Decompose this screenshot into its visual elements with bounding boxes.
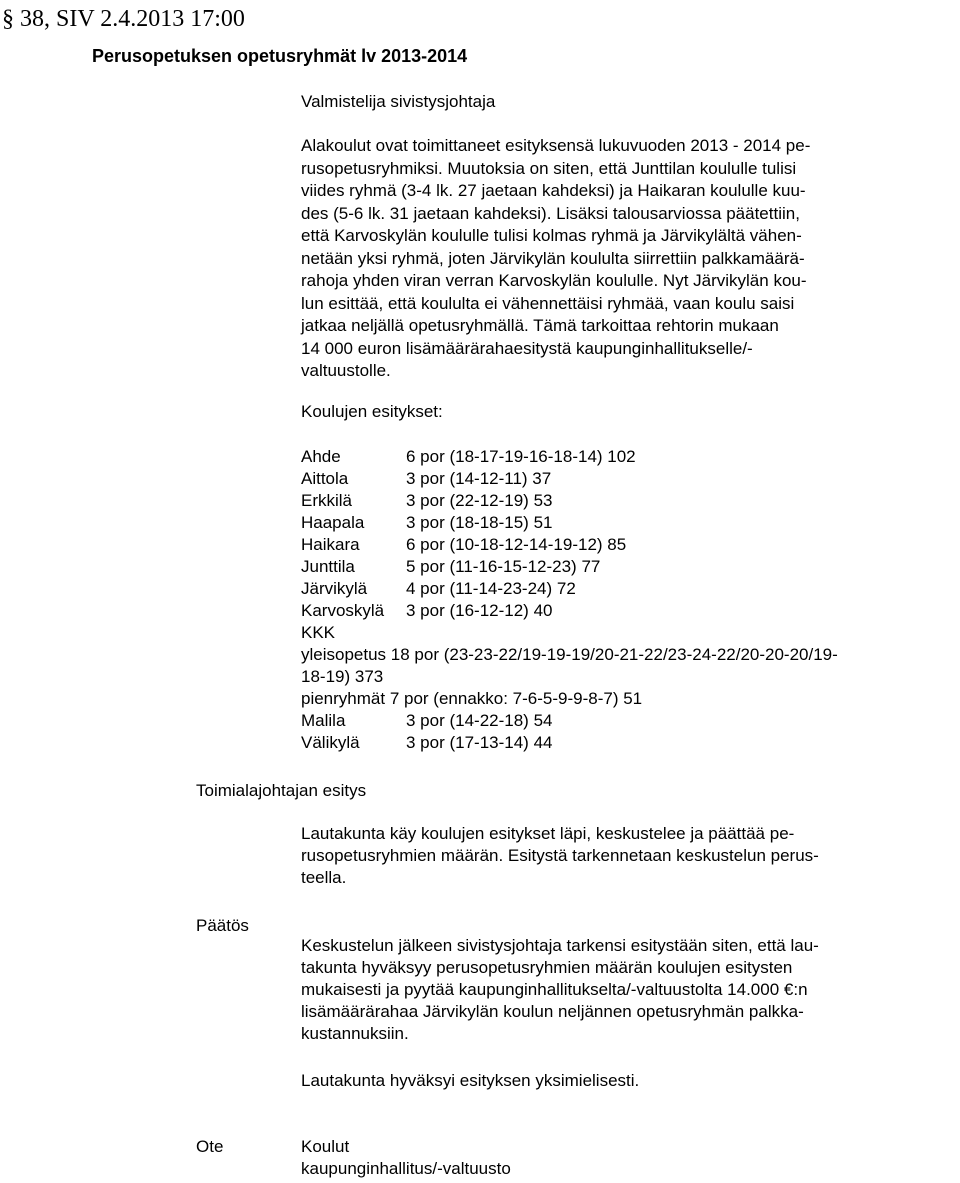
decision-line: Keskustelun jälkeen sivistysjohtaja tarkensi esitystään siten, että lau- (301, 936, 819, 955)
body-line: rusopetusryhmiksi. Muutoksia on siten, että Junttilan koululle tulisi (301, 158, 797, 178)
school-name: Aittola (301, 469, 349, 488)
school-name: Junttila (301, 557, 355, 576)
decision-final: Lautakunta hyväksyi esityksen yksimielisesti. (301, 1071, 640, 1090)
document-title: Perusopetuksen opetusryhmät lv 2013-2014 (92, 46, 468, 66)
school-row (301, 600, 861, 622)
school-value: 5 por (11-16-15-12-23) 77 (406, 557, 601, 576)
school-value: 3 por (14-22-18) 54 (406, 711, 553, 730)
school-row (301, 446, 861, 468)
meeting-header: § 38, SIV 2.4.2013 17:00 (2, 6, 245, 32)
decision-line: takunta hyväksyy perusopetusryhmien määrän koulujen esitysten (301, 958, 793, 977)
school-value: 3 por (17-13-14) 44 (406, 733, 553, 752)
school-name: Karvoskylä (301, 601, 385, 620)
school-value: 6 por (10-18-12-14-19-12) 85 (406, 535, 627, 554)
school-name: Malila (301, 711, 346, 730)
school-row (301, 710, 861, 732)
decision-line: kustannuksiin. (301, 1024, 409, 1043)
kkk-small-groups: pienryhmät 7 por (ennakko: 7-6-5-9-9-8-7) 51 (301, 689, 643, 708)
school-value: 4 por (11-14-23-24) 72 (406, 579, 576, 598)
schools-heading: Koulujen esitykset: (301, 402, 443, 421)
kkk-label: KKK (301, 623, 336, 642)
excerpt-label: Ote (196, 1137, 224, 1156)
school-name: Haapala (301, 513, 365, 532)
excerpt-recipients (301, 1136, 511, 1180)
decision-line: mukaisesti ja pyytää kaupunginhallitukselta/-valtuustolta 14.000 €:n (301, 980, 808, 999)
proposal-line: rusopetusryhmien määrän. Esitystä tarkennetaan keskustelun perus- (301, 846, 819, 865)
school-value: 3 por (14-12-11) 37 (406, 469, 552, 488)
body-line: valtuustolle. (301, 361, 391, 380)
body-line: että Karvoskylän koululle tulisi kolmas ryhmä ja Järvikylältä vähen- (301, 226, 802, 245)
body-line: viides ryhmä (3-4 lk. 27 jaetaan kahdeksi) ja Haikaran koululle kuu- (301, 181, 806, 200)
school-value: 3 por (16-12-12) 40 (406, 601, 553, 620)
decision-paragraph (301, 935, 866, 1045)
school-row (301, 468, 861, 490)
kkk-general-education: yleisopetus 18 por (23-23-22/19-19-19/20-21-22/23-24-22/20-20-20/19-18-19) 373 (301, 645, 838, 686)
body-line: rahoja yhden viran verran Karvoskylän koululle. Nyt Järvikylän kou- (301, 271, 807, 290)
proposal-label: Toimialajohtajan esitys (196, 781, 367, 800)
decision-label: Päätös (196, 916, 249, 935)
school-name: Järvikylä (301, 579, 368, 598)
school-row (301, 490, 861, 512)
proposal-line: teella. (301, 868, 347, 887)
body-line: netään yksi ryhmä, joten Järvikylän koululta siirrettiin palkkamäärä- (301, 248, 805, 268)
school-name: Ahde (301, 447, 341, 466)
school-value: 3 por (18-18-15) 51 (406, 513, 553, 532)
school-value: 6 por (18-17-19-16-18-14) 102 (406, 447, 636, 466)
school-name: Haikara (301, 535, 360, 554)
school-row (301, 512, 861, 534)
school-row (301, 534, 861, 556)
excerpt-recipient: kaupunginhallitus/-valtuusto (301, 1159, 511, 1178)
excerpt-recipient: Koulut (301, 1137, 350, 1156)
school-value: 3 por (22-12-19) 53 (406, 491, 553, 510)
body-line: 14 000 euron lisämäärärahaesitystä kaupunginhallitukselle/- (301, 338, 753, 358)
background-paragraph (301, 135, 866, 383)
body-line: des (5-6 lk. 31 jaetaan kahdeksi). Lisäksi talousarviossa päätettiin, (301, 203, 800, 223)
body-line: lun esittää, että koululta ei vähennettäisi ryhmää, vaan koulu saisi (301, 293, 795, 313)
school-row (301, 556, 861, 578)
body-line: jatkaa neljällä opetusryhmällä. Tämä tarkoittaa rehtorin mukaan (301, 316, 779, 335)
body-line: Alakoulut ovat toimittaneet esityksensä lukuvuoden 2013 - 2014 pe- (301, 136, 811, 155)
school-name: Välikylä (301, 733, 360, 752)
school-row (301, 578, 861, 600)
proposal-paragraph (301, 823, 866, 889)
proposal-line: Lautakunta käy koulujen esitykset läpi, keskustelee ja päättää pe- (301, 824, 795, 843)
school-proposals-list (301, 446, 861, 754)
decision-line: lisämäärärahaa Järvikylän koulun neljännen opetusryhmän palkka- (301, 1002, 804, 1021)
school-row (301, 732, 861, 754)
school-name: Erkkilä (301, 491, 353, 510)
preparer-line: Valmistelija sivistysjohtaja (301, 92, 496, 111)
